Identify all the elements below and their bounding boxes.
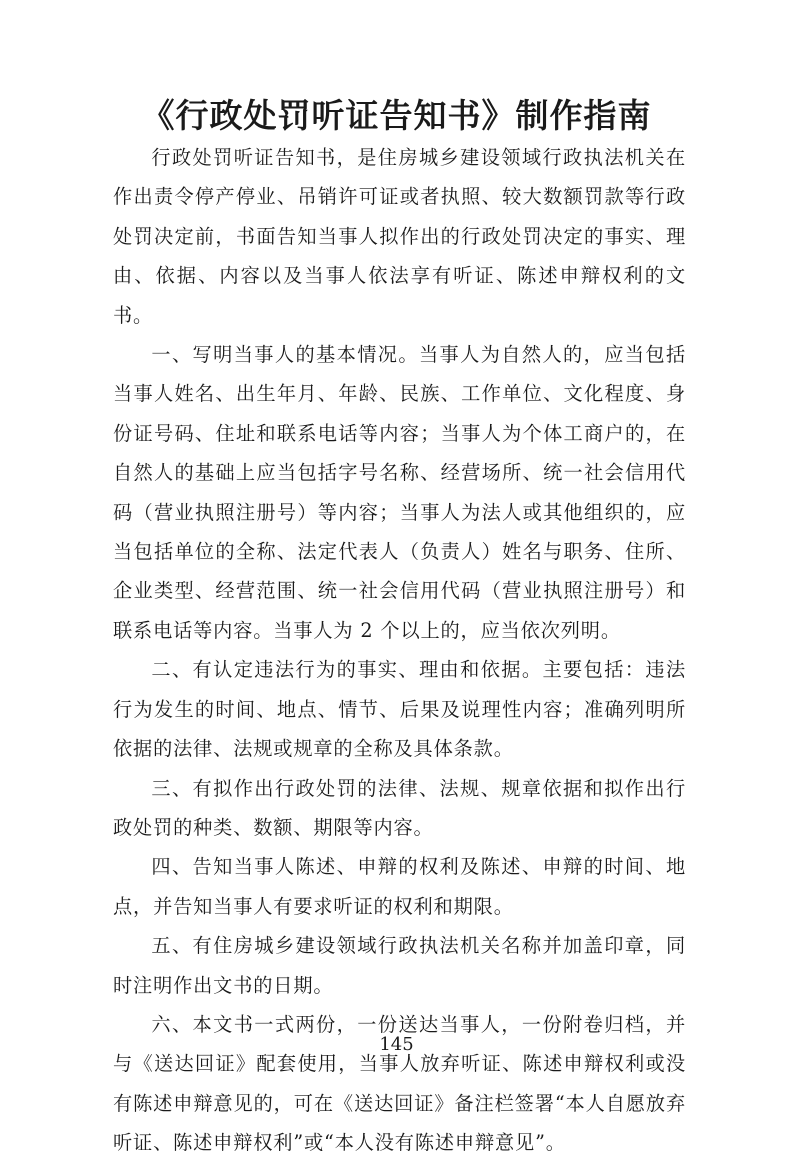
section-5-paragraph: 五、有住房城乡建设领域行政执法机关名称并加盖印章，同时注明作出文书的日期。 [113, 934, 686, 997]
section-4-paragraph: 四、告知当事人陈述、申辩的权利及陈述、申辩的时间、地点，并告知当事人有要求听证的权利和期限。 [113, 855, 686, 918]
page-title: 《行政处罚听证告知书》制作指南 [141, 96, 652, 135]
section-2-paragraph: 二、有认定违法行为的事实、理由和依据。主要包括：违法行为发生的时间、地点、情节、后果及说理性内容；准确列明所依据的法律、法规或规章的全称及具体条款。 [113, 658, 686, 761]
page-number: 145 [379, 1034, 414, 1055]
intro-paragraph: 行政处罚听证告知书，是住房城乡建设领域行政执法机关在作出责令停产停业、吊销许可证或者执照、较大数额罚款等行政处罚决定前，书面告知当事人拟作出的行政处罚决定的事实、理由、依据、内容以及当事人依法享有听证、陈述申辩权利的文书。 [113, 146, 686, 327]
section-3-paragraph: 三、有拟作出行政处罚的法律、法规、规章依据和拟作出行政处罚的种类、数额、期限等内容。 [113, 776, 686, 839]
section-6-paragraph: 六、本文书一式两份，一份送达当事人，一份附卷归档，并与《送达回证》配套使用，当事人放弃听证、陈述申辩权利或没有陈述申辩意见的，可在《送达回证》备注栏签署“本人自愿放弃听证、陈述申辩权利”或“本人没有陈述申辩意见”。 [113, 1012, 686, 1155]
document-body [113, 138, 686, 1163]
section-1-paragraph: 一、写明当事人的基本情况。当事人为自然人的，应当包括当事人姓名、出生年月、年龄、民族、工作单位、文化程度、身份证号码、住址和联系电话等内容；当事人为个体工商户的，在自然人的基础上应当包括字号名称、经营场所、统一社会信用代码（营业执照注册号）等内容；当事人为法人或其他组织的，应当包括单位的全称、法定代表人（负责人）姓名与职务、住所、企业类型、经营范围、统一社会信用代码（营业执照注册号）和联系电话等内容。当事人为 2 个以上的，应当依次列明。 [113, 343, 686, 642]
